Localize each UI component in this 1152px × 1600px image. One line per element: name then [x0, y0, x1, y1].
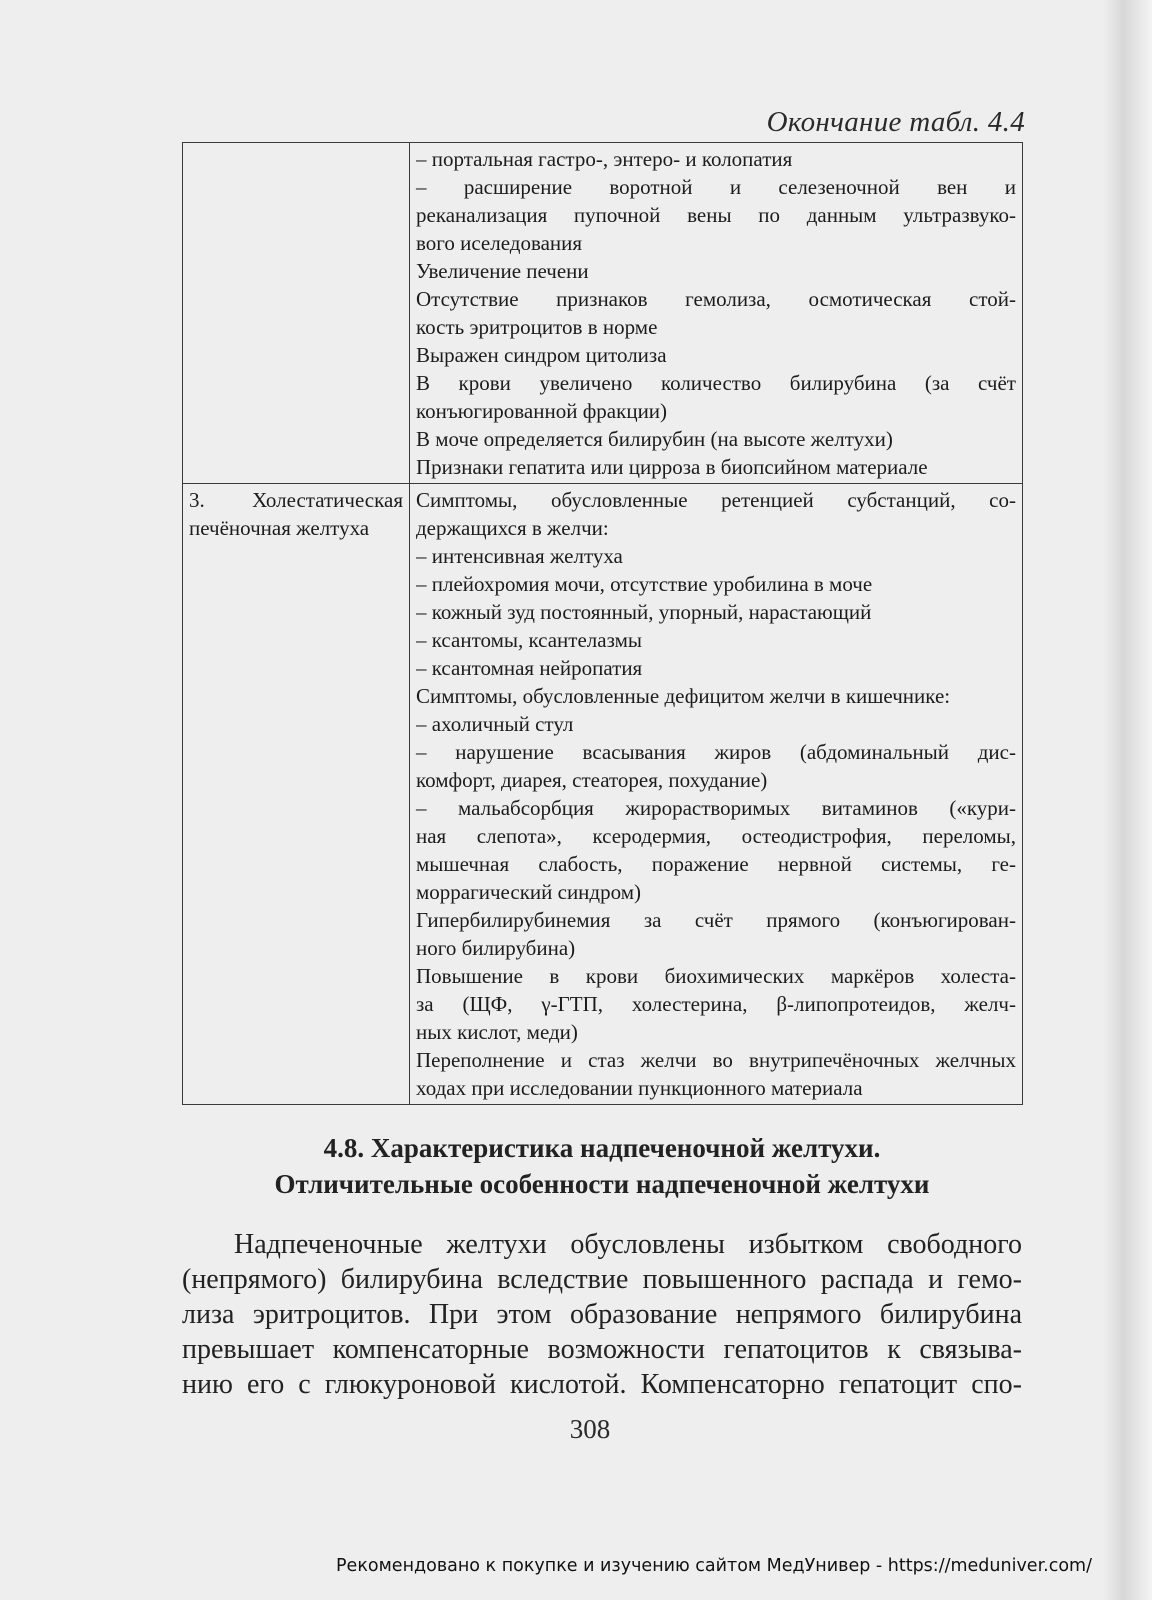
page-number: 308	[569, 1414, 611, 1444]
paragraph-line: Надпеченочные желтухи обусловлены избытком свободного	[234, 1229, 1022, 1260]
cell-text-line: – ахоличный стул	[416, 712, 574, 736]
cell-text-line: Увеличение печени	[416, 259, 589, 283]
row2-right-cell	[410, 484, 1023, 1105]
table-caption: Окончание табл. 4.4	[766, 106, 1025, 138]
paragraph-line: превышает компенсаторные возможности гепатоцитов к связыва-	[182, 1334, 1022, 1365]
cell-text-line: конъюгированной фракции)	[416, 399, 668, 423]
cell-text-line: Отсутствие признаков гемолиза, осмотическая стой-	[416, 287, 1016, 311]
table-row	[183, 484, 1023, 1105]
paragraph-line: нию его с глюкуроновой кислотой. Компенсаторно гепатоцит спо-	[182, 1369, 1022, 1400]
paragraph-line: (непрямого) билирубина вследствие повышенного распада и гемо-	[182, 1264, 1022, 1295]
cell-text-line: ходах при исследовании пункционного материала	[416, 1076, 863, 1100]
criteria-table	[182, 142, 1023, 1105]
section-heading-line-1: 4.8. Характеристика надпеченочной желтухи.	[323, 1133, 881, 1163]
row1-left-cell	[183, 143, 410, 484]
cell-text-line: – кожный зуд постоянный, упорный, нарастающий	[416, 600, 872, 624]
section-heading	[182, 1130, 1022, 1202]
cell-text-line: – расширение воротной и селезеночной вен и	[416, 175, 1016, 199]
cell-text-line: Переполнение и стаз желчи во внутрипечёночных желчных	[416, 1048, 1016, 1072]
cell-text-line: – мальабсорбция жирорастворимых витаминов («кури-	[416, 796, 1016, 820]
cell-text-line: вого иселедования	[416, 231, 583, 255]
table-row	[183, 143, 1023, 484]
cell-text-line: кость эритроцитов в норме	[416, 315, 658, 339]
footer-recommendation: Рекомендовано к покупке и изучению сайтом МедУнивер - https://meduniver.com/	[336, 1556, 1092, 1576]
cell-text-line: Гипербилирубинемия за счёт прямого (конъюгирован-	[416, 908, 1016, 932]
cell-text-line: – интенсивная желтуха	[416, 544, 623, 568]
cell-text-line: печёночная желтуха	[189, 516, 370, 540]
body-paragraph	[182, 1227, 1022, 1402]
cell-text-line: – портальная гастро-, энтеро- и колопатия	[416, 147, 793, 171]
row1-right-cell	[410, 143, 1023, 484]
cell-text-line: реканализация пупочной вены по данным ультразвуко-	[416, 203, 1016, 227]
cell-text-line: моррагический синдром)	[416, 880, 641, 904]
cell-text-line: Повышение в крови биохимических маркёров холеста-	[416, 964, 1016, 988]
cell-text-line: – плейохромия мочи, отсутствие уробилина в моче	[416, 572, 873, 596]
cell-text-line: 3. Холестатическая	[189, 488, 403, 512]
cell-text-line: ного билирубина)	[416, 936, 576, 960]
page-edge-shadow	[1104, 0, 1152, 1600]
cell-text-line: – ксантомная нейропатия	[416, 656, 643, 680]
cell-text-line: ная слепота», ксеродермия, остеодистрофия, переломы,	[416, 824, 1016, 848]
cell-text-line: ных кислот, меди)	[416, 1020, 578, 1044]
cell-text-line: Симптомы, обусловленные дефицитом желчи в кишечнике:	[416, 684, 951, 708]
cell-text-line: держащихся в желчи:	[416, 516, 609, 540]
cell-text-line: – ксантомы, ксантелазмы	[416, 628, 642, 652]
cell-text-line: Выражен синдром цитолиза	[416, 343, 667, 367]
cell-text-line: Симптомы, обусловленные ретенцией субстанций, со-	[416, 488, 1016, 512]
cell-text-line: за (ЩФ, γ-ГТП, холестерина, β-липопротеидов, желч-	[416, 992, 1016, 1016]
cell-text-line: – нарушение всасывания жиров (абдоминальный дис-	[416, 740, 1016, 764]
cell-text-line: В моче определяется билирубин (на высоте желтухи)	[416, 427, 893, 451]
cell-text-line: мышечная слабость, поражение нервной системы, ге-	[416, 852, 1016, 876]
section-heading-line-2: Отличительные особенности надпеченочной желтухи	[274, 1169, 930, 1199]
paragraph-line: лиза эритроцитов. При этом образование непрямого билирубина	[182, 1299, 1022, 1330]
cell-text-line: Признаки гепатита или цирроза в биопсийном материале	[416, 455, 928, 479]
cell-text-line: В крови увеличено количество билирубина (за счёт	[416, 371, 1016, 395]
row2-left-cell	[183, 484, 410, 1105]
cell-text-line: комфорт, диарея, стеаторея, похудание)	[416, 768, 768, 792]
